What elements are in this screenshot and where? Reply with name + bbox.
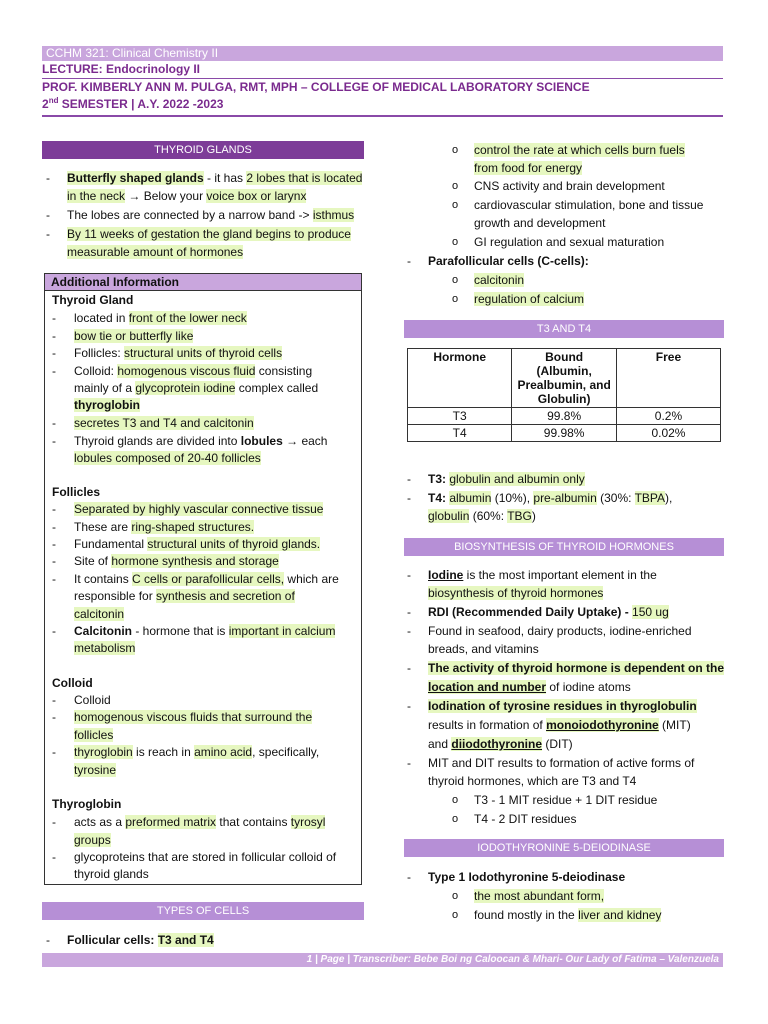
additional-info-header: Additional Information xyxy=(45,274,361,291)
bullet-dash: - xyxy=(52,850,56,864)
semester-line xyxy=(42,96,223,111)
thyroglobin-item-2: glycoproteins that are stored in follicular colloid of xyxy=(74,850,337,864)
follicle-item-5-cont: responsible for synthesis and secretion of xyxy=(74,589,295,603)
table-cell: 0.2% xyxy=(616,408,720,425)
iodine-item-5: Iodination of tyrosine residues in thyroglobulin xyxy=(428,699,697,713)
follicle-item-1: Separated by highly vascular connective tissue xyxy=(74,502,324,516)
bullet-dash: - xyxy=(52,624,56,638)
follicular-cells-item: Follicular cells: T3 and T4 xyxy=(67,933,214,947)
table-cell: T4 xyxy=(408,425,512,442)
iodine-item-5-cont: results in formation of monoiodothyronine (MIT) xyxy=(428,718,691,732)
iodine-item-1-cont: biosynthesis of thyroid hormones xyxy=(428,586,604,600)
thyroglobin-heading: Thyroglobin xyxy=(52,797,122,811)
bullet-dash: - xyxy=(52,537,56,551)
circle-bullet: o xyxy=(452,199,459,211)
bullet-dash: - xyxy=(46,933,50,947)
bullet-dash: - xyxy=(407,568,411,582)
parafollicular-sub-2: regulation of calcium xyxy=(474,292,585,306)
function-item-3: cardiovascular stimulation, bone and tissue xyxy=(474,198,704,212)
iodine-item-2: RDI (Recommended Daily Uptake) - 150 ug xyxy=(428,605,669,619)
course-banner xyxy=(42,46,723,61)
section-thyroid-glands: THYROID GLANDS xyxy=(42,141,364,159)
function-item-4: GI regulation and sexual maturation xyxy=(474,235,665,249)
circle-bullet: o xyxy=(452,274,459,286)
deiodinase-sub-1: the most abundant form, xyxy=(474,889,605,903)
bullet-dash: - xyxy=(407,605,411,619)
bullet-dash: - xyxy=(407,472,411,486)
colloid-item-3: thyroglobin is reach in amino acid, specifically, xyxy=(74,745,320,759)
bullet-dash: - xyxy=(52,329,56,343)
function-item-1: control the rate at which cells burn fuels xyxy=(474,143,685,157)
semester-number: 2 xyxy=(42,97,49,111)
tg-item-6-cont: lobules composed of 20-40 follicles xyxy=(74,451,261,465)
tg-item-4-cont2: thyroglobin xyxy=(74,398,140,412)
table-header-cell: Hormone xyxy=(408,349,512,408)
bullet-dash: - xyxy=(52,745,56,759)
bullet-dash: - xyxy=(46,171,50,185)
table-cell: 99.8% xyxy=(512,408,617,425)
iodine-item-5-cont2: and diiodothyronine (DIT) xyxy=(428,737,573,751)
deiodinase-sub-2: found mostly in the liver and kidney xyxy=(474,908,662,922)
bullet-dash: - xyxy=(52,572,56,586)
iodine-item-3-cont: breads, and vitamins xyxy=(428,642,539,656)
thyroid-bullet-2: The lobes are connected by a narrow band -> isthmus xyxy=(67,208,355,222)
follicles-heading: Follicles xyxy=(52,485,101,499)
section-types-of-cells: TYPES OF CELLS xyxy=(42,902,364,920)
iodine-item-3: Found in seafood, dairy products, iodine-enriched xyxy=(428,624,692,638)
bullet-dash: - xyxy=(52,815,56,829)
tg-item-2: bow tie or butterfly like xyxy=(74,329,194,343)
circle-bullet: o xyxy=(452,813,459,825)
function-item-1-cont: from food for energy xyxy=(474,161,583,175)
parafollicular-item: Parafollicular cells (C-cells): xyxy=(428,254,589,268)
bullet-dash: - xyxy=(52,346,56,360)
follicle-item-2: These are ring-shaped structures. xyxy=(74,520,255,534)
bullet-dash: - xyxy=(46,208,50,222)
follicle-item-5-cont2: calcitonin xyxy=(74,607,125,621)
follicle-item-6-cont: metabolism xyxy=(74,641,136,655)
bullet-dash: - xyxy=(52,311,56,325)
section-biosynthesis: BIOSYNTHESIS OF THYROID HORMONES xyxy=(404,538,724,556)
table-cell: T3 xyxy=(408,408,512,425)
bullet-dash: - xyxy=(407,624,411,638)
circle-bullet: o xyxy=(452,909,459,921)
bullet-dash: - xyxy=(52,416,56,430)
bullet-dash: - xyxy=(407,491,411,505)
header-divider xyxy=(42,78,723,79)
circle-bullet: o xyxy=(452,180,459,192)
bullet-dash: - xyxy=(52,502,56,516)
hormone-table xyxy=(407,348,721,442)
function-item-2: CNS activity and brain development xyxy=(474,179,665,193)
semester-suffix: nd xyxy=(48,96,59,105)
table-row xyxy=(408,425,721,442)
function-item-3-cont: growth and development xyxy=(474,216,606,230)
thyroid-bullet-3-cont: measurable amount of hormones xyxy=(67,245,244,259)
thyroid-bullet-1-cont: in the neck → Below your voice box or larynx xyxy=(67,189,307,203)
table-row xyxy=(408,408,721,425)
bullet-dash: - xyxy=(52,693,56,707)
header-bottom-divider xyxy=(42,115,723,117)
iodine-item-4-cont: location and number of iodine atoms xyxy=(428,680,631,694)
professor-line: PROF. KIMBERLY ANN M. PULGA, RMT, MPH – COLLEGE OF MEDICAL LABORATORY SCIENCE xyxy=(42,80,590,94)
bullet-dash: - xyxy=(52,434,56,448)
bullet-dash: - xyxy=(52,710,56,724)
table-cell: 0.02% xyxy=(616,425,720,442)
circle-bullet: o xyxy=(452,144,459,156)
bullet-dash: - xyxy=(407,699,411,713)
circle-bullet: o xyxy=(452,293,459,305)
bullet-dash: - xyxy=(52,520,56,534)
thyroid-gland-heading: Thyroid Gland xyxy=(52,293,134,307)
semester-text: SEMESTER | A.Y. 2022 -2023 xyxy=(58,97,224,111)
colloid-heading: Colloid xyxy=(52,676,93,690)
follicle-item-6: Calcitonin - hormone that is important in calcium xyxy=(74,624,336,638)
iodine-item-6: MIT and DIT results to formation of active forms of xyxy=(428,756,695,770)
t4-binding-item: T4: albumin (10%), pre-albumin (30%: TBPA), xyxy=(428,491,673,505)
iodine-item-4: The activity of thyroid hormone is dependent on the xyxy=(428,661,725,675)
thyroglobin-item-1-cont: groups xyxy=(74,833,111,847)
follicle-item-3: Fundamental structural units of thyroid glands. xyxy=(74,537,321,551)
bullet-dash: - xyxy=(46,227,50,241)
circle-bullet: o xyxy=(452,890,459,902)
thyroid-bullet-1: Butterfly shaped glands - it has 2 lobes that is located xyxy=(67,171,363,185)
page-footer: 1 | Page | Transcriber: Bebe Boi ng Caloocan & Mhari- Our Lady of Fatima – Valenzuela xyxy=(42,953,723,967)
iodine-item-1: Iodine is the most important element in the xyxy=(428,568,657,582)
deiodinase-item-1: Type 1 Iodothyronine 5-deiodinase xyxy=(428,870,626,884)
lecture-title: LECTURE: Endocrinology II xyxy=(42,62,200,76)
colloid-item-3-cont: tyrosine xyxy=(74,763,117,777)
section-deiodinase: IODOTHYRONINE 5-DEIODINASE xyxy=(404,839,724,857)
tg-item-4-cont: mainly of a glycoprotein iodine complex called xyxy=(74,381,319,395)
bullet-dash: - xyxy=(407,870,411,884)
t3-binding-item: T3: globulin and albumin only xyxy=(428,472,585,486)
section-t3-t4: T3 AND T4 xyxy=(404,320,724,338)
course-title: CCHM 321: Clinical Chemistry II xyxy=(46,46,219,60)
follicle-item-4: Site of hormone synthesis and storage xyxy=(74,554,279,568)
tg-item-3: Follicles: structural units of thyroid cells xyxy=(74,346,283,360)
bullet-dash: - xyxy=(407,756,411,770)
parafollicular-sub-1: calcitonin xyxy=(474,273,525,287)
tg-item-1: located in front of the lower neck xyxy=(74,311,247,325)
circle-bullet: o xyxy=(452,794,459,806)
bullet-dash: - xyxy=(407,661,411,675)
colloid-item-2-cont: follicles xyxy=(74,728,114,742)
tg-item-6: Thyroid glands are divided into lobules → each xyxy=(74,434,328,448)
t4-binding-item-cont: globulin (60%: TBG) xyxy=(428,509,536,523)
thyroid-bullet-3: By 11 weeks of gestation the gland begins to produce xyxy=(67,227,351,241)
thyroglobin-item-2-cont: thyroid glands xyxy=(74,867,149,881)
table-header-cell: Bound (Albumin, Prealbumin, and Globulin) xyxy=(512,349,617,408)
thyroglobin-item-1: acts as a preformed matrix that contains tyrosyl xyxy=(74,815,326,829)
colloid-item-2: homogenous viscous fluids that surround the xyxy=(74,710,313,724)
bullet-dash: - xyxy=(52,364,56,378)
bullet-dash: - xyxy=(407,254,411,268)
t4-residue-item: T4 - 2 DIT residues xyxy=(474,812,577,826)
follicle-item-5: It contains C cells or parafollicular cells, which are xyxy=(74,572,339,586)
circle-bullet: o xyxy=(452,236,459,248)
t3-residue-item: T3 - 1 MIT residue + 1 DIT residue xyxy=(474,793,658,807)
iodine-item-6-cont: thyroid hormones, which are T3 and T4 xyxy=(428,774,637,788)
colloid-item-1: Colloid xyxy=(74,693,111,707)
tg-item-5: secretes T3 and T4 and calcitonin xyxy=(74,416,254,430)
table-header-cell: Free xyxy=(616,349,720,408)
tg-item-4: Colloid: homogenous viscous fluid consisting xyxy=(74,364,313,378)
table-cell: 99.98% xyxy=(512,425,617,442)
bullet-dash: - xyxy=(52,554,56,568)
table-header-row xyxy=(408,349,721,408)
